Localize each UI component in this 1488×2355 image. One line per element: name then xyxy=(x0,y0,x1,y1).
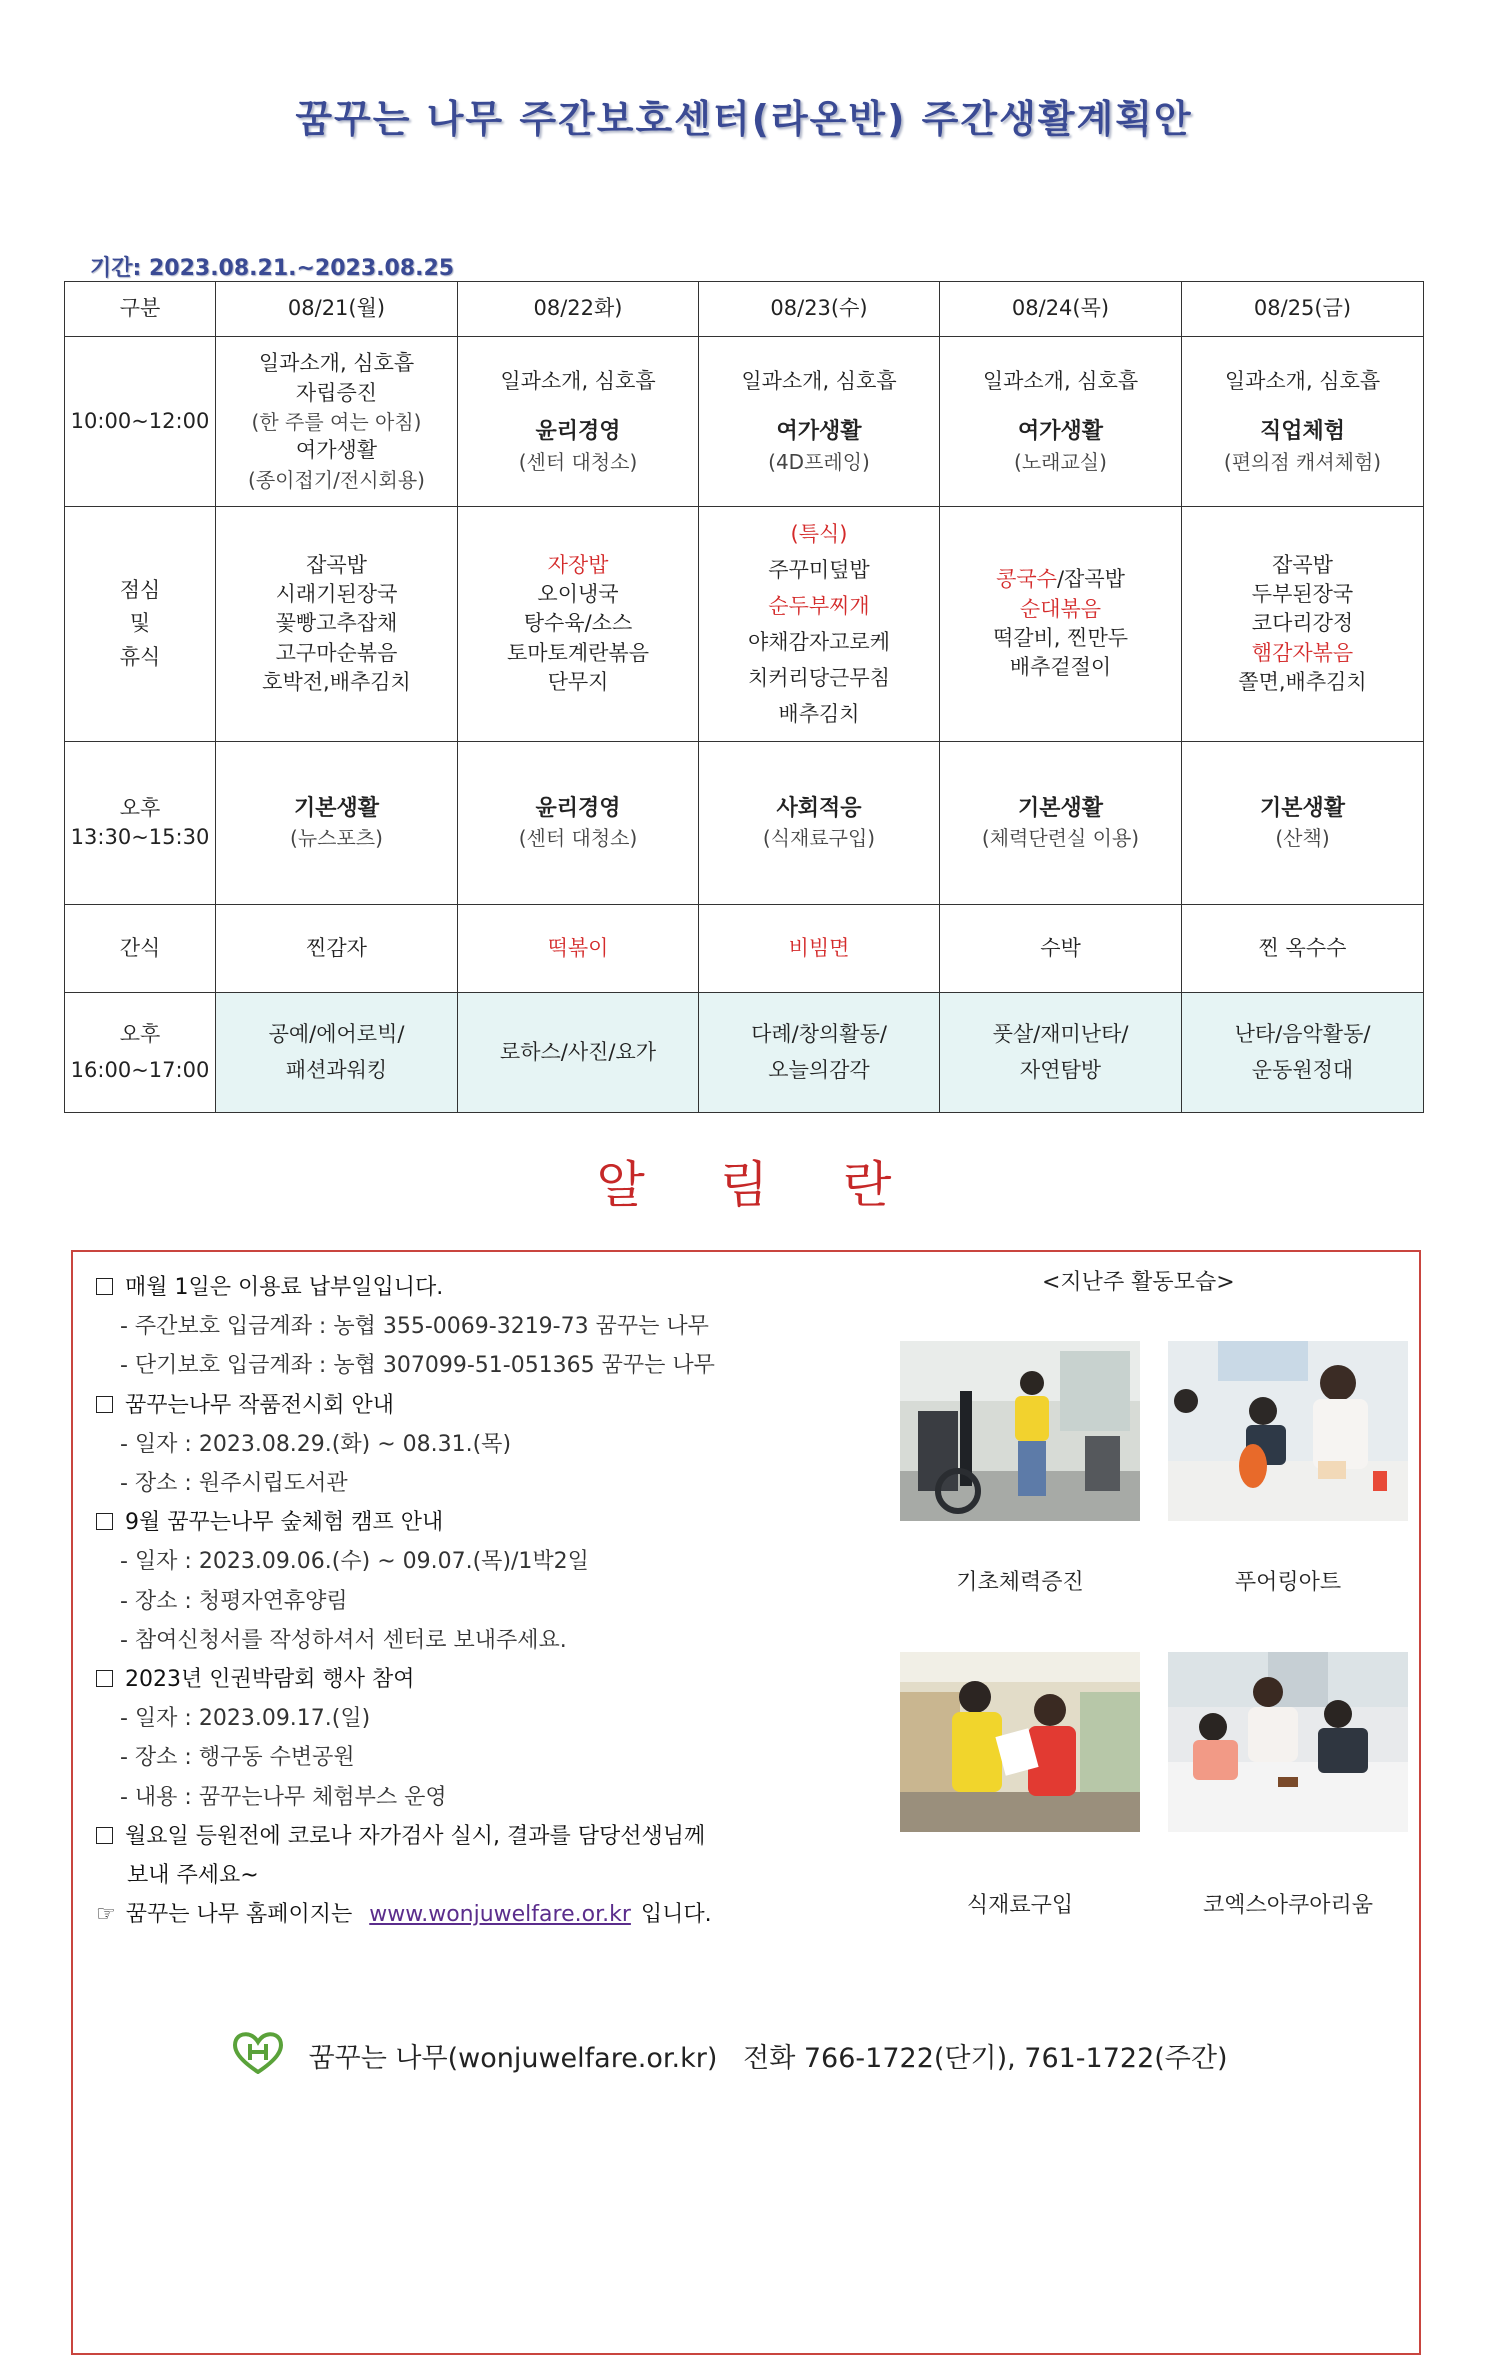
menu-item: 치커리당근무침 xyxy=(747,666,890,691)
morning-row xyxy=(65,337,1424,507)
notice-item xyxy=(96,1660,896,1699)
morning-program: 자립증진 xyxy=(295,380,378,405)
row-label: 10:00~12:00 xyxy=(65,337,216,507)
page-title: 꿈꾸는 나무 주간보호센터(라온반) 주간생활계획안 xyxy=(295,97,1193,141)
late-label-1: 오후 xyxy=(119,1021,161,1046)
lunch-menu-cell xyxy=(940,507,1182,742)
notice-heading: 꿈꾸는나무 작품전시회 안내 xyxy=(125,1392,395,1418)
afternoon-program: 기본생활 xyxy=(1017,795,1103,821)
afternoon-detail: (센터 대청소) xyxy=(518,826,638,851)
homepage-prefix: 꿈꾸는 나무 홈페이지는 xyxy=(125,1902,353,1928)
late-activity: 운동원정대 xyxy=(1251,1057,1354,1082)
menu-item: 순두부찌개 xyxy=(768,593,870,618)
late-activity: 공예/에어로빅/ xyxy=(268,1021,405,1046)
morning-intro: 일과소개, 심호흡 xyxy=(1224,369,1381,394)
menu-item: 단무지 xyxy=(547,670,609,695)
menu-item: 햄감자볶음 xyxy=(1251,640,1354,665)
homepage-link[interactable]: www.wonjuwelfare.or.kr xyxy=(369,1902,631,1928)
footer xyxy=(230,2030,1228,2074)
morning-program: 윤리경영 xyxy=(535,418,621,444)
notice-heading: 매월 1일은 이용료 납부일입니다. xyxy=(125,1275,444,1300)
morning-intro: 일과소개, 심호흡 xyxy=(258,351,415,376)
day-header: 08/22화) xyxy=(458,282,699,337)
notice-heading-cont: 보내 주세요~ xyxy=(127,1863,259,1889)
menu-item: 오이냉국 xyxy=(537,581,619,606)
row-label: 간식 xyxy=(65,905,216,993)
period-label: 기간: 2023.08.21.~2023.08.25 xyxy=(90,256,455,281)
morning-program: 여가생활 xyxy=(1017,418,1103,444)
late-cell xyxy=(699,993,940,1113)
notice-detail: - 참여신청서를 작성하셔서 센터로 보내주세요. xyxy=(120,1627,567,1653)
morning-program: 직업체험 xyxy=(1259,418,1345,444)
lunch-menu-cell xyxy=(1182,507,1424,742)
morning-cell xyxy=(216,337,458,507)
lunch-label-1: 점심 xyxy=(119,577,161,602)
menu-item: 탕수육/소스 xyxy=(523,611,633,636)
caption-grocery: 식재료구입 xyxy=(966,1893,1074,1918)
afternoon-cell xyxy=(216,742,458,905)
notice-heading: 2023년 인권박람회 행사 참여 xyxy=(125,1667,415,1693)
menu-item: 잡곡밥 xyxy=(306,552,367,577)
photo-aquarium xyxy=(1168,1652,1408,1832)
notice-detail: - 단기보호 입금계좌 : 농협 307099-51-051365 꿈꾸는 나무 xyxy=(120,1353,715,1379)
menu-item: 고구마순볶음 xyxy=(275,640,398,665)
day-header: 08/24(목) xyxy=(940,282,1182,337)
gallery-title: <지난주 활동모습> xyxy=(1042,1270,1235,1295)
notice-item xyxy=(96,1503,896,1542)
caption-aquarium: 코엑스아쿠아리움 xyxy=(1202,1893,1374,1918)
afternoon-cell xyxy=(1182,742,1424,905)
snack-cell: 찐 옥수수 xyxy=(1182,905,1424,993)
checkbox-icon xyxy=(96,1278,113,1295)
notice-title: 알림란 xyxy=(596,1156,967,1214)
snack-cell: 떡볶이 xyxy=(458,905,699,993)
notice-item xyxy=(96,1268,896,1307)
morning-program: 여가생활 xyxy=(776,418,862,444)
notice-detail: - 일자 : 2023.09.06.(수) ~ 09.07.(목)/1박2일 xyxy=(120,1549,589,1575)
notice-detail: - 일자 : 2023.08.29.(화) ~ 08.31.(목) xyxy=(120,1431,512,1457)
afternoon-detail: (식재료구입) xyxy=(762,826,876,851)
menu-item: 호박전,배추김치 xyxy=(262,670,411,695)
late-activity: 자연탐방 xyxy=(1019,1057,1102,1082)
lunch-menu-cell xyxy=(458,507,699,742)
photo-fitness xyxy=(900,1341,1140,1521)
morning-cell xyxy=(1182,337,1424,507)
afternoon-program: 기본생활 xyxy=(293,795,379,821)
checkbox-icon xyxy=(96,1396,113,1413)
late-cell xyxy=(216,993,458,1113)
morning-program: 여가생활 xyxy=(295,438,378,463)
notice-detail: - 주간보호 입금계좌 : 농협 355-0069-3219-73 꿈꾸는 나무 xyxy=(120,1314,709,1340)
morning-detail: (4D프레잉) xyxy=(768,449,870,474)
day-header: 08/23(수) xyxy=(699,282,940,337)
morning-cell xyxy=(699,337,940,507)
checkbox-icon xyxy=(96,1670,113,1687)
late-label-2: 16:00~17:00 xyxy=(70,1057,210,1082)
menu-item: 잡곡밥 xyxy=(1272,552,1333,577)
checkbox-icon xyxy=(96,1513,113,1530)
notice-detail: - 장소 : 원주시립도서관 xyxy=(120,1471,348,1497)
morning-cell xyxy=(940,337,1182,507)
menu-item: 야채감자고로케 xyxy=(747,630,890,654)
snack-cell: 비빔면 xyxy=(699,905,940,993)
morning-detail: (종이접기/전시회용) xyxy=(248,467,425,492)
late-activity: 난타/음악활동/ xyxy=(1234,1021,1371,1046)
corner-cell: 구분 xyxy=(65,282,216,337)
late-activity: 오늘의감각 xyxy=(768,1057,870,1082)
menu-item: 순대볶음 xyxy=(1019,596,1102,621)
menu-item: 떡갈비, 찐만두 xyxy=(992,626,1129,650)
menu-item: 콩국수 xyxy=(996,567,1057,592)
late-activity: 패션과워킹 xyxy=(285,1057,388,1082)
photo-grocery-image xyxy=(900,1652,1140,1832)
menu-item: 시래기된장국 xyxy=(275,581,398,606)
late-cell xyxy=(940,993,1182,1113)
row-label xyxy=(65,742,216,905)
afternoon-cell xyxy=(458,742,699,905)
notice-item xyxy=(96,1817,896,1856)
day-header: 08/21(월) xyxy=(216,282,458,337)
snack-cell: 찐감자 xyxy=(216,905,458,993)
menu-item: 두부된장국 xyxy=(1251,581,1354,606)
late-cell xyxy=(458,993,699,1113)
afternoon-program: 기본생활 xyxy=(1259,795,1345,821)
row-label xyxy=(65,993,216,1113)
table-header-row xyxy=(65,282,1424,337)
lunch-menu-cell xyxy=(699,507,940,742)
afternoon-detail: (뉴스포츠) xyxy=(290,826,383,851)
checkbox-icon xyxy=(96,1827,113,1844)
afternoon-program: 사회적응 xyxy=(776,795,862,821)
notice-detail: - 장소 : 청평자연휴양림 xyxy=(120,1588,348,1614)
morning-intro: 일과소개, 심호흡 xyxy=(500,369,656,394)
snack-cell: 수박 xyxy=(940,905,1182,993)
morning-intro: 일과소개, 심호흡 xyxy=(982,369,1139,394)
photo-pouring-art-image xyxy=(1168,1341,1408,1521)
afternoon-row xyxy=(65,742,1424,905)
photo-pouring-art xyxy=(1168,1341,1408,1521)
day-header: 08/25(금) xyxy=(1182,282,1424,337)
footer-text: 꿈꾸는 나무(wonjuwelfare.or.kr) 전화 766-1722(단기), 761-1722(주간) xyxy=(308,2043,1228,2074)
photo-grocery xyxy=(900,1652,1140,1832)
morning-intro: 일과소개, 심호흡 xyxy=(741,369,897,394)
menu-item: 배추김치 xyxy=(778,702,860,727)
notice-list xyxy=(96,1268,896,1934)
menu-item: 코다리강정 xyxy=(1251,611,1354,636)
menu-item: (특식) xyxy=(790,521,848,546)
lunch-label-3: 휴식 xyxy=(119,644,161,669)
afternoon-program: 윤리경영 xyxy=(535,795,621,821)
late-activity: 로하스/사진/요가 xyxy=(499,1039,657,1064)
morning-cell xyxy=(458,337,699,507)
morning-detail: (편의점 캐셔체험) xyxy=(1223,449,1382,474)
late-afternoon-row xyxy=(65,993,1424,1113)
organization-logo-icon xyxy=(230,2030,286,2081)
late-activity: 풋살/재미난타/ xyxy=(992,1021,1129,1046)
morning-detail: (센터 대청소) xyxy=(518,449,638,474)
afternoon-label-2: 13:30~15:30 xyxy=(70,825,210,849)
menu-item: 자장밥 xyxy=(547,552,609,577)
menu-item: 쫄면,배추김치 xyxy=(1238,670,1367,695)
afternoon-detail: (체력단련실 이용) xyxy=(981,826,1140,851)
lunch-row xyxy=(65,507,1424,742)
notice-detail: - 내용 : 꿈꾸는나무 체험부스 운영 xyxy=(120,1784,447,1810)
afternoon-cell xyxy=(699,742,940,905)
lunch-label-2: 및 xyxy=(129,611,151,636)
photo-fitness-image xyxy=(900,1341,1140,1521)
late-activity: 다례/창의활동/ xyxy=(751,1021,887,1046)
notice-item xyxy=(96,1386,896,1425)
menu-item: 토마토계란볶음 xyxy=(506,640,649,665)
caption-fitness: 기초체력증진 xyxy=(956,1570,1084,1595)
snack-row xyxy=(65,905,1424,993)
morning-detail: (노래교실) xyxy=(1014,449,1107,474)
late-cell xyxy=(1182,993,1424,1113)
menu-item: /잡곡밥 xyxy=(1056,567,1125,592)
homepage-suffix: 입니다. xyxy=(640,1902,712,1928)
lunch-menu-cell xyxy=(216,507,458,742)
afternoon-label-1: 오후 xyxy=(119,795,161,820)
notice-heading: 월요일 등원전에 코로나 자가검사 실시, 결과를 담당선생님께 xyxy=(125,1823,706,1849)
photo-aquarium-image xyxy=(1168,1652,1408,1832)
notice-detail: - 장소 : 행구동 수변공원 xyxy=(120,1745,355,1771)
morning-detail: (한 주를 여는 아침) xyxy=(251,410,422,435)
row-label xyxy=(65,507,216,742)
afternoon-cell xyxy=(940,742,1182,905)
menu-item: 주꾸미덮밥 xyxy=(768,557,870,582)
weekly-plan-table xyxy=(64,281,1424,1113)
caption-pouring-art: 푸어링아트 xyxy=(1234,1570,1342,1595)
menu-item: 배추겉절이 xyxy=(1009,655,1112,680)
notice-heading: 9월 꿈꾸는나무 숲체험 캠프 안내 xyxy=(125,1510,444,1536)
homepage-line xyxy=(96,1895,896,1934)
afternoon-detail: (산책) xyxy=(1275,826,1330,851)
notice-detail: - 일자 : 2023.09.17.(일) xyxy=(120,1706,371,1732)
menu-item: 꽃빵고추잡채 xyxy=(275,611,398,636)
pointing-hand-icon: ☞ xyxy=(96,1902,116,1928)
